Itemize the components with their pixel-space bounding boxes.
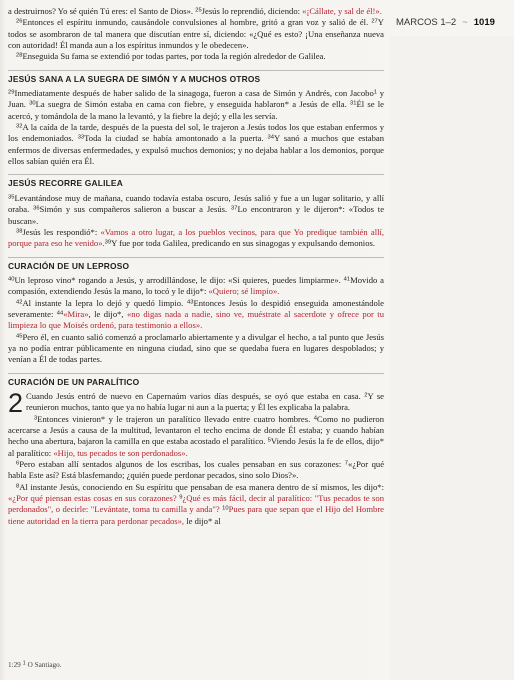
verse-number: 27 <box>371 18 378 25</box>
verse-number: 1 <box>373 89 377 96</box>
section-heading: CURACIÓN DE UN PARALÍTICO <box>8 373 384 388</box>
verse-number: 26 <box>16 18 23 25</box>
verse-text: La suegra de Simón estaba en cama con fiebre, y enseguida hablaron* a Jesús de ella. <box>35 99 350 110</box>
verse-text: Jesús les respondió*: <box>22 226 101 237</box>
verse-text: Entonces Jesús lo despidió enseguida amonestándole severamente: <box>8 297 384 319</box>
words-of-jesus: ¿Qué es más fácil, decir al paralítico: "Tus pecados te son perdonados", o decirle: "Levántate, toma tu camilla y anda"? <box>8 493 384 515</box>
words-of-jesus: «¡Cállate, y sal de él!». <box>302 6 382 16</box>
verse-text: Como no pudieron acercarse a Jesús a causa de la multitud, levantaron el techo encima de donde Él estaba; y cuando habían hecho una abertura, bajaron la camilla en que estaba acostado el paralítico. <box>8 413 384 447</box>
words-of-jesus: «no digas nada a nadie, sino ve, muéstrate al sacerdote y ofrece por tu limpieza lo que Moisés ordenó, para testimonio a ellos». <box>8 308 384 331</box>
footnote-sup: 1 <box>22 660 26 667</box>
verse-text: Movido a compasión, extendiendo Jesús la mano, lo tocó y le dijo*: <box>8 274 384 297</box>
verse-text: Al instante la lepra lo dejó y quedó limpio. <box>22 297 188 308</box>
verse-text: Pero él, en cuanto salió comenzó a proclamarlo abiertamente y a divulgar el hecho, a tal punto que Jesús ya no podía entrar públicamente en ninguna ciudad, sino que se quedaba fuera en lugares despoblados; y venían a Él de todas partes. <box>8 331 384 365</box>
verse-paragraph <box>8 459 384 482</box>
verse-paragraph <box>8 122 384 167</box>
footnote-ref: 1:29 <box>8 661 21 669</box>
verse-number: 35 <box>8 194 15 201</box>
verse-text: , le dijo*, <box>88 308 127 319</box>
footnote-text: O Santiago. <box>27 661 62 669</box>
words-of-jesus: «Vamos a otro lugar, a los pueblos vecinos, para que Yo predique también allí, porque para eso he venido». <box>8 226 385 249</box>
verse-number: 6 <box>16 460 20 467</box>
verse-number: 33 <box>77 134 85 141</box>
verse-number: 38 <box>16 228 23 235</box>
verse-paragraph <box>8 17 384 51</box>
verse-number: 36 <box>33 205 40 212</box>
verse-number: 31 <box>350 100 357 107</box>
verse-text: Pero estaban allí sentados algunos de los escribas, los cuales pensaban en sus corazones: <box>19 459 345 470</box>
verse-text: y Juan. <box>8 88 384 110</box>
verse-number: 29 <box>8 89 15 96</box>
section-heading: CURACIÓN DE UN LEPROSO <box>8 257 384 272</box>
verse-number: 9 <box>179 494 183 501</box>
verse-text: Entonces el espíritu inmundo, causándole convulsiones al hombre, gritó a gran voz y salió de él. <box>22 17 372 28</box>
verse-text: a destruirnos? Yo sé quién Tú eres: el Santo de Dios». <box>8 6 196 16</box>
verse-text: Entonces vinieron* y le trajeron un paralítico llevado entre cuatro hombres. <box>37 413 314 424</box>
verse-number: 32 <box>16 123 23 130</box>
verse-text: Lo encontraron y le dijeron*: «Todos te buscan». <box>8 204 385 226</box>
verse-paragraph <box>8 275 384 298</box>
verse-paragraph <box>8 227 384 250</box>
verse-text: le dijo* al <box>184 515 221 526</box>
verse-number: 30 <box>29 100 36 107</box>
verse-paragraph <box>8 387 384 418</box>
page-number: 1019 <box>473 16 495 28</box>
verse-number: 42 <box>16 299 23 306</box>
words-of-jesus: «¿Por qué piensan estas cosas en sus corazones? <box>8 493 180 504</box>
verse-number: 2 <box>364 392 368 399</box>
verse-text: Y se reunieron muchos, tanto que ya no había lugar ni aun a la puerta; y Él les explicaba la palabra. <box>26 390 384 413</box>
verse-number: 7 <box>344 460 349 467</box>
verse-number: 3 <box>34 415 38 422</box>
verse-paragraph <box>8 332 384 366</box>
words-of-jesus: «Mira» <box>63 308 89 319</box>
verse-text: Y todos se asombraron de tal manera que discutían entre sí, diciendo: «¿Qué es esto? ¡Una enseñanza nueva con autoridad! Él manda aun a los espíritus inmundos y le obedecen». <box>8 17 384 51</box>
verse-text: Y fue por toda Galilea, predicando en sus sinagogas y expulsando demonios. <box>111 238 375 249</box>
verse-text: Un leproso vino* rogando a Jesús, y arrodillándose, le dijo: «Si quieres, puedes limpiarme». <box>14 274 344 285</box>
chapter-number: 2 <box>8 387 24 418</box>
section-heading: JESÚS SANA A LA SUEGRA DE SIMÓN Y A MUCHOS OTROS <box>8 70 384 85</box>
words-of-jesus: «Hijo, tus pecados te son perdonados». <box>53 447 188 458</box>
verse-number: 4 <box>313 415 317 422</box>
words-of-jesus: Pues para que sepan que el Hijo del Hombre tiene autoridad en la tierra para perdonar pecados», <box>8 504 384 526</box>
verse-text: «¿Por qué habla Este así? Está blasfemando; ¿quién puede perdonar pecados, sino solo Dios?». <box>8 459 385 481</box>
verse-text: Viendo Jesús la fe de ellos, dijo* al paralítico: <box>8 436 385 458</box>
verse-text: A la caída de la tarde, después de la puesta del sol, le trajeron a Jesús todos los que estaban enfermos y los endemoniados. <box>8 122 384 144</box>
verse-number: 43 <box>187 299 194 306</box>
right-margin <box>390 36 514 680</box>
verse-number: 37 <box>230 205 238 212</box>
verse-text: Inmediatamente después de haber salido de la sinagoga, fueron a casa de Simón y Andrés, con Jacobo <box>14 88 374 99</box>
verse-paragraph <box>8 482 384 527</box>
verse-paragraph <box>8 6 384 17</box>
header-separator: ~ <box>462 16 468 28</box>
verse-number: 44 <box>56 310 64 317</box>
verse-text: Y sanó a muchos que estaban enfermos de diversas enfermedades, y expulsó muchos demonios; y no dejaba hablar a los demonios, porque ellos sabían quién era Él. <box>8 133 385 167</box>
running-header <box>396 14 508 30</box>
verse-text: Levantándose muy de mañana, cuando todavía estaba oscuro, Jesús salió y fue a un lugar solitario, y allí oraba. <box>8 192 384 215</box>
verse-text: Simón y sus compañeros salieron a buscar a Jesús. <box>39 204 231 215</box>
verse-paragraph <box>8 88 384 122</box>
text-column <box>8 6 384 527</box>
section-heading: JESÚS RECORRE GALILEA <box>8 174 384 189</box>
verse-number: 28 <box>16 52 23 59</box>
verse-number: 41 <box>343 276 351 283</box>
verse-text: Enseguida Su fama se extendió por todas partes, por toda la región alrededor de Galilea. <box>22 51 326 62</box>
verse-paragraph <box>8 414 384 459</box>
footnote <box>8 661 62 669</box>
verse-number: 39 <box>104 239 112 246</box>
verse-text: Al instante Jesús, conociendo en Su espíritu que pensaban de esa manera dentro de sí mismos, les dijo*: <box>19 481 384 492</box>
verse-number: 40 <box>8 276 15 283</box>
verse-number: 25 <box>195 7 202 14</box>
verse-text: Toda la ciudad se había amontonado a la puerta. <box>84 133 268 144</box>
verse-text: Él se le acercó, y tomándola de la mano la levantó, y la fiebre la dejó; y ella les servía. <box>8 99 384 121</box>
verse-number: 45 <box>16 333 23 340</box>
verse-number: 5 <box>267 437 271 444</box>
verse-paragraph <box>8 51 384 62</box>
verse-paragraph <box>8 193 384 227</box>
verse-number: 10 <box>222 505 229 512</box>
book-chapter-label: MARCOS 1–2 <box>396 16 457 28</box>
verse-text: Jesús lo reprendió, diciendo: <box>201 6 303 16</box>
verse-text: Cuando Jesús entró de nuevo en Capernaúm varios días después, se oyó que estaba en casa. <box>26 390 365 401</box>
words-of-jesus: «Quiero; sé limpio». <box>208 286 280 297</box>
verse-number: 34 <box>267 134 274 141</box>
verse-paragraph <box>8 298 384 332</box>
verse-number: 8 <box>16 483 20 490</box>
